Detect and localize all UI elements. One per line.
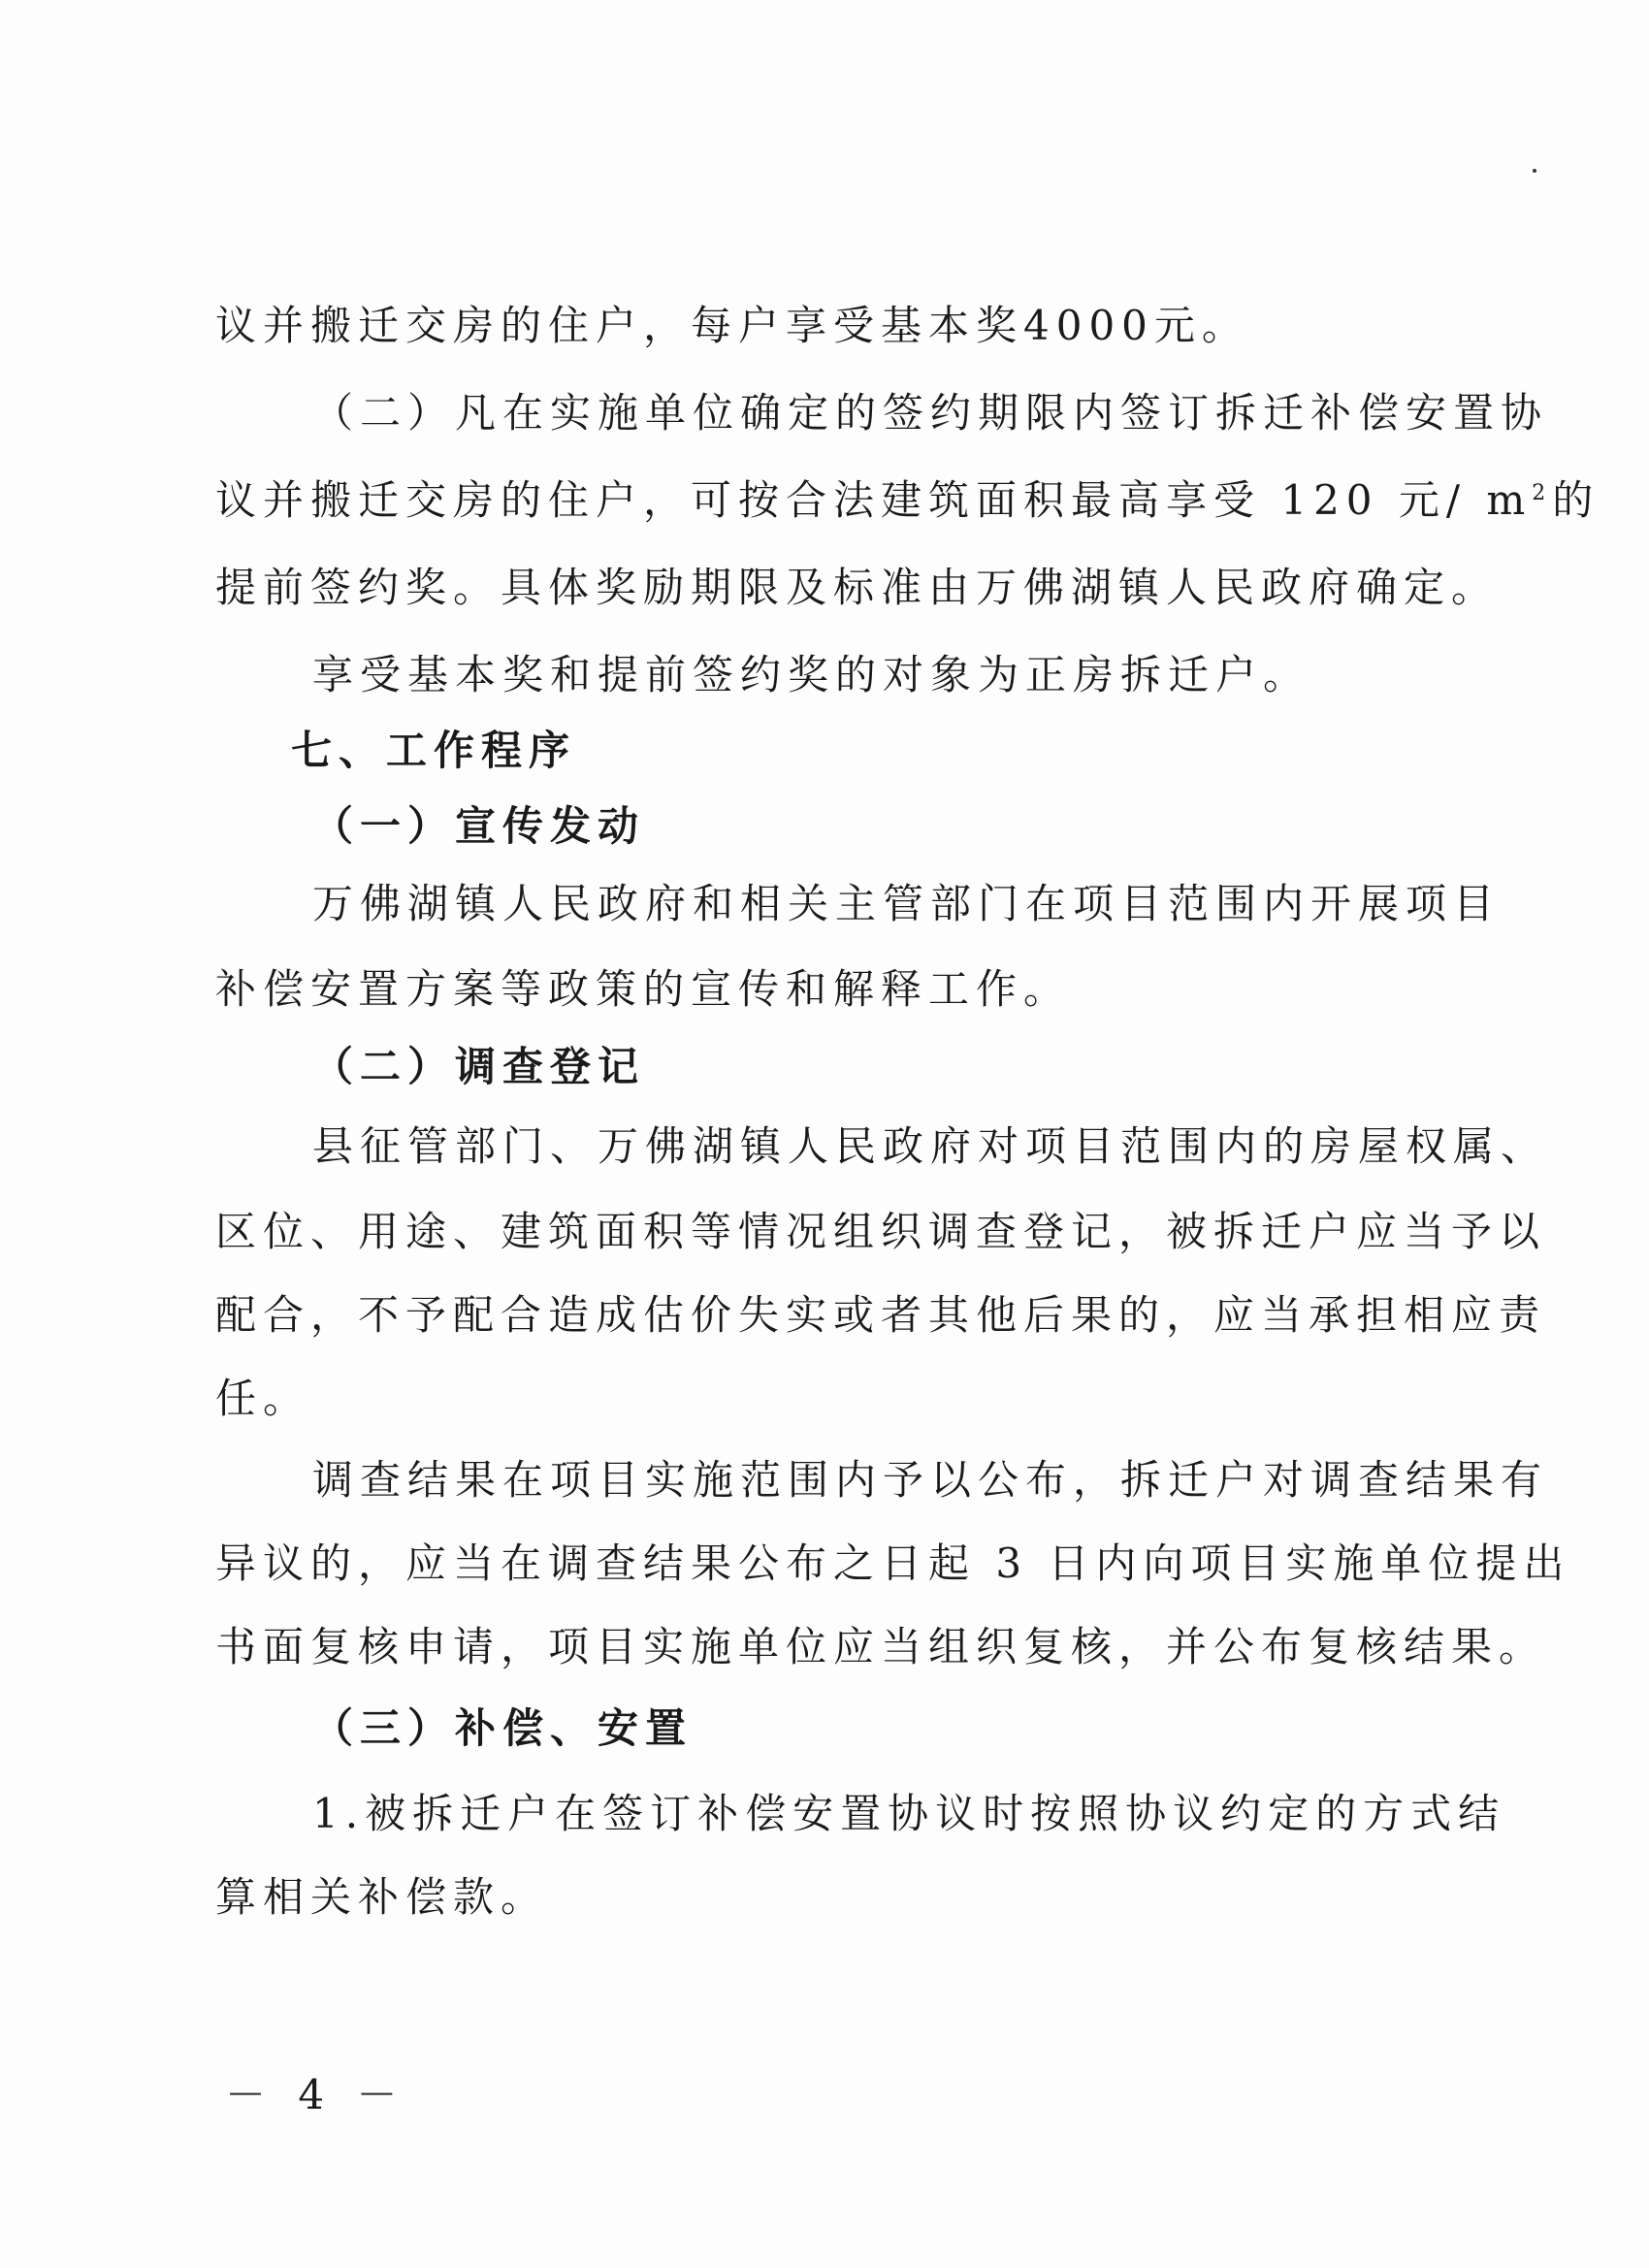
paragraph-line: [215, 471, 1600, 530]
paragraph-line: 书面复核申请，项目实施单位应当组织复核，并公布复核结果。: [215, 1623, 1547, 1670]
paragraph-line: 任。: [215, 1375, 311, 1422]
paragraph-line: 区位、用途、建筑面积等情况组织调查登记，被拆迁户应当予以: [215, 1208, 1547, 1255]
paragraph-line: 1.被拆迁户在签订补偿安置协议时按照协议约定的方式结: [312, 1790, 1506, 1837]
section-heading: 七、工作程序: [291, 727, 577, 774]
paragraph-line: 调查结果在项目实施范围内予以公布，拆迁户对调查结果有: [312, 1456, 1549, 1504]
subsection-heading: （一）宣传发动: [312, 802, 646, 850]
paragraph-line: 算相关补偿款。: [215, 1873, 549, 1921]
paragraph-line: 议并搬迁交房的住户，每户享受基本奖4000元。: [215, 302, 1249, 349]
paragraph-line: 县征管部门、万佛湖镇人民政府对项目范围内的房屋权属、: [312, 1122, 1549, 1170]
subsection-heading: （二）调查登记: [312, 1043, 646, 1090]
paragraph-line: 提前签约奖。具体奖励期限及标准由万佛湖镇人民政府确定。: [215, 564, 1500, 611]
paragraph-line: 享受基本奖和提前签约奖的对象为正房拆迁户。: [312, 651, 1311, 698]
paragraph-line: 异议的，应当在调查结果公布之日起 3 日内向项目实施单位提出: [215, 1539, 1571, 1587]
scan-speck: [1533, 169, 1536, 173]
paragraph-text: 议并搬迁交房的住户，可按合法建筑面积最高享受 120 元/ m: [215, 476, 1533, 524]
paragraph-text-tail: 的: [1552, 476, 1600, 524]
page-number: － 4 －: [225, 2071, 407, 2119]
paragraph-line: （二）凡在实施单位确定的签约期限内签订拆迁补偿安置协: [312, 389, 1549, 437]
paragraph-line: 补偿安置方案等政策的宣传和解释工作。: [215, 965, 1072, 1013]
subsection-heading: （三）补偿、安置: [312, 1704, 694, 1752]
paragraph-line: 万佛湖镇人民政府和相关主管部门在项目范围内开展项目: [312, 880, 1502, 927]
superscript-two: 2: [1532, 481, 1553, 505]
paragraph-line: 配合，不予配合造成估价失实或者其他后果的，应当承担相应责: [215, 1291, 1547, 1339]
